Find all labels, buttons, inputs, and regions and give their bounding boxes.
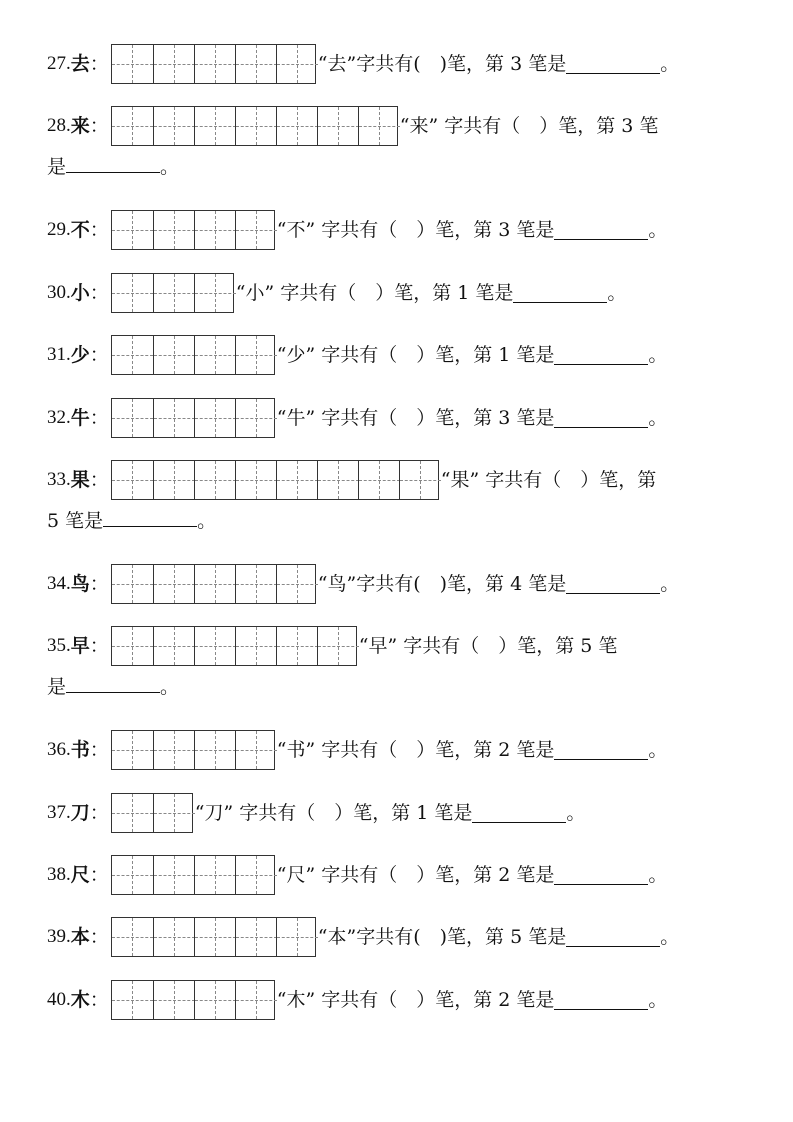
grid-cell[interactable] [317,627,359,665]
writing-grid[interactable] [111,980,275,1020]
grid-cell[interactable] [235,856,277,894]
writing-grid[interactable] [111,626,357,666]
exercise-39 [47,917,679,957]
answer-blank[interactable] [103,508,197,527]
period: 。 [660,573,680,595]
period: 。 [648,407,668,429]
guide-line-vertical [256,211,257,249]
colon: ： [89,573,109,595]
guide-line-vertical [215,211,216,249]
item-number: 33. [47,469,71,490]
exercise-continuation [47,154,179,179]
answer-blank[interactable] [66,674,160,693]
grid-cell[interactable] [153,565,195,603]
item-number: 38. [47,864,71,885]
item-number: 31. [47,344,71,365]
guide-line-vertical [256,981,257,1019]
period: 。 [197,510,217,532]
guide-line-vertical [132,856,133,894]
item-number: 28. [47,115,71,136]
guide-line-vertical [132,336,133,374]
period: 。 [648,219,668,241]
answer-blank[interactable] [554,409,648,428]
grid-cell[interactable] [194,918,236,956]
target-character: 果 [70,469,90,491]
grid-cell[interactable] [194,565,236,603]
period: 。 [648,344,668,366]
item-number: 36. [47,739,71,760]
exercise-28 [47,106,658,146]
guide-line-vertical [174,274,175,312]
target-character: 去 [70,53,90,75]
item-number: 37. [47,802,71,823]
guide-line-vertical [132,627,133,665]
exercise-37 [47,793,585,833]
guide-line-vertical [297,461,298,499]
guide-line-vertical [132,461,133,499]
period: 。 [648,739,668,761]
guide-line-vertical [256,336,257,374]
writing-grid[interactable] [111,564,316,604]
grid-cell[interactable] [112,107,153,145]
colon: ： [89,802,109,824]
guide-line-vertical [256,856,257,894]
guide-line-vertical [215,856,216,894]
grid-cell[interactable] [153,107,195,145]
writing-grid[interactable] [111,273,234,313]
exercise-continuation [47,674,179,699]
grid-cell[interactable] [276,45,318,83]
guide-line-vertical [297,107,298,145]
grid-cell[interactable] [153,794,195,832]
target-character: 牛 [70,407,90,429]
answer-blank[interactable] [472,804,566,823]
colon: ： [89,282,109,304]
grid-cell[interactable] [235,45,277,83]
target-character: 书 [70,739,90,761]
guide-line-vertical [256,45,257,83]
grid-cell[interactable] [194,336,236,374]
guide-line-vertical [174,627,175,665]
question-text-wrap: 5 笔是 [47,510,104,532]
guide-line-vertical [174,107,175,145]
writing-grid[interactable] [111,335,275,375]
guide-line-vertical [338,461,339,499]
grid-cell[interactable] [194,981,236,1019]
colon: ： [89,989,109,1011]
question-text: “尺” 字共有（ ）笔，第 2 笔是 [276,864,555,886]
guide-line-vertical [297,45,298,83]
item-number: 30. [47,282,71,303]
exercise-40 [47,980,667,1020]
guide-line-vertical [132,45,133,83]
question-text: “木” 字共有（ ）笔，第 2 笔是 [276,989,555,1011]
target-character: 尺 [70,864,90,886]
grid-cell[interactable] [276,918,318,956]
question-text: “牛” 字共有（ ）笔，第 3 笔是 [276,407,555,429]
item-number: 40. [47,989,71,1010]
guide-line-vertical [132,731,133,769]
guide-line-vertical [132,399,133,437]
exercise-33 [47,460,656,500]
grid-cell[interactable] [112,918,153,956]
grid-cell[interactable] [276,565,318,603]
guide-line-vertical [297,918,298,956]
target-character: 本 [70,926,90,948]
guide-line-vertical [174,211,175,249]
question-text: “不” 字共有（ ）笔，第 3 笔是 [276,219,555,241]
period: 。 [660,926,680,948]
guide-line-vertical [174,794,175,832]
guide-line-vertical [132,211,133,249]
period: 。 [160,676,180,698]
guide-line-vertical [297,627,298,665]
grid-cell[interactable] [153,918,195,956]
guide-line-vertical [256,731,257,769]
answer-blank[interactable] [554,866,648,885]
guide-line-vertical [297,565,298,603]
target-character: 来 [70,115,90,137]
target-character: 刀 [70,802,90,824]
answer-blank[interactable] [566,928,660,947]
grid-cell[interactable] [358,461,400,499]
guide-line-vertical [420,461,421,499]
guide-line-vertical [215,731,216,769]
grid-cell[interactable] [235,627,277,665]
writing-grid[interactable] [111,460,439,500]
grid-cell[interactable] [153,461,195,499]
grid-cell[interactable] [317,461,359,499]
guide-line-vertical [215,981,216,1019]
writing-grid[interactable] [111,210,275,250]
question-text: “去”字共有( )笔，第 3 笔是 [317,53,567,75]
guide-line-vertical [215,627,216,665]
exercise-31 [47,335,667,375]
target-character: 小 [70,282,90,304]
period: 。 [160,156,180,178]
guide-line-vertical [256,399,257,437]
grid-cell[interactable] [276,461,318,499]
grid-cell[interactable] [235,107,277,145]
grid-cell[interactable] [112,336,153,374]
item-number: 29. [47,219,71,240]
grid-cell[interactable] [235,336,277,374]
guide-line-vertical [174,336,175,374]
guide-line-vertical [379,461,380,499]
grid-cell[interactable] [112,856,153,894]
guide-line-vertical [132,981,133,1019]
question-text: “早” 字共有（ ）笔，第 5 笔 [358,635,618,657]
grid-cell[interactable] [235,981,277,1019]
answer-blank[interactable] [566,575,660,594]
period: 。 [660,53,680,75]
question-text: “刀” 字共有（ ）笔，第 1 笔是 [194,802,473,824]
grid-cell[interactable] [153,627,195,665]
grid-cell[interactable] [112,211,153,249]
grid-cell[interactable] [112,794,153,832]
grid-cell[interactable] [235,461,277,499]
grid-cell[interactable] [276,107,318,145]
writing-grid[interactable] [111,106,398,146]
guide-line-vertical [174,731,175,769]
colon: ： [89,219,109,241]
grid-cell[interactable] [235,565,277,603]
exercise-32 [47,398,667,438]
writing-grid[interactable] [111,730,275,770]
grid-cell[interactable] [194,461,236,499]
period: 。 [566,802,586,824]
period: 。 [607,282,627,304]
guide-line-vertical [256,565,257,603]
question-text: “鸟”字共有( )笔，第 4 笔是 [317,573,567,595]
grid-cell[interactable] [194,211,236,249]
guide-line-vertical [215,399,216,437]
writing-grid[interactable] [111,917,316,957]
grid-cell[interactable] [153,731,195,769]
grid-cell[interactable] [112,399,153,437]
item-number: 27. [47,53,71,74]
grid-cell[interactable] [153,45,195,83]
grid-cell[interactable] [153,336,195,374]
grid-cell[interactable] [112,981,153,1019]
exercise-27 [47,44,679,84]
guide-line-vertical [215,45,216,83]
writing-grid[interactable] [111,398,275,438]
colon: ： [89,53,109,75]
item-number: 32. [47,407,71,428]
grid-cell[interactable] [276,627,318,665]
colon: ： [89,926,109,948]
guide-line-vertical [132,918,133,956]
guide-line-vertical [174,565,175,603]
guide-line-vertical [215,461,216,499]
guide-line-vertical [174,918,175,956]
guide-line-vertical [215,107,216,145]
colon: ： [89,864,109,886]
question-text: “少” 字共有（ ）笔，第 1 笔是 [276,344,555,366]
item-number: 34. [47,573,71,594]
guide-line-vertical [256,461,257,499]
item-number: 35. [47,635,71,656]
colon: ： [89,469,109,491]
guide-line-vertical [132,107,133,145]
target-character: 不 [70,219,90,241]
guide-line-vertical [215,565,216,603]
guide-line-vertical [338,107,339,145]
target-character: 早 [70,635,90,657]
item-number: 39. [47,926,71,947]
answer-blank[interactable] [554,221,648,240]
question-text: “本”字共有( )笔，第 5 笔是 [317,926,567,948]
answer-blank[interactable] [513,284,607,303]
question-text: “果” 字共有（ ）笔，第 [440,469,657,491]
grid-cell[interactable] [235,731,277,769]
guide-line-vertical [174,981,175,1019]
grid-cell[interactable] [194,274,236,312]
grid-cell[interactable] [235,399,277,437]
period: 。 [648,989,668,1011]
guide-line-vertical [132,274,133,312]
colon: ： [89,407,109,429]
grid-cell[interactable] [399,461,441,499]
grid-cell[interactable] [112,565,153,603]
exercise-30 [47,273,626,313]
guide-line-vertical [174,399,175,437]
guide-line-vertical [174,461,175,499]
grid-cell[interactable] [153,274,195,312]
answer-blank[interactable] [566,55,660,74]
colon: ： [89,635,109,657]
question-text: “书” 字共有（ ）笔，第 2 笔是 [276,739,555,761]
question-text-wrap: 是 [47,156,67,178]
guide-line-vertical [215,274,216,312]
guide-line-vertical [256,627,257,665]
guide-line-vertical [174,45,175,83]
grid-cell[interactable] [194,627,236,665]
colon: ： [89,115,109,137]
colon: ： [89,739,109,761]
grid-cell[interactable] [194,45,236,83]
guide-line-vertical [215,918,216,956]
guide-line-vertical [132,565,133,603]
guide-line-vertical [215,336,216,374]
exercise-35 [47,626,617,666]
answer-blank[interactable] [554,741,648,760]
writing-grid[interactable] [111,855,275,895]
grid-cell[interactable] [153,856,195,894]
exercise-38 [47,855,667,895]
target-character: 鸟 [70,573,90,595]
grid-cell[interactable] [112,45,153,83]
period: 。 [648,864,668,886]
question-text: “来” 字共有（ ）笔，第 3 笔 [399,115,659,137]
writing-grid[interactable] [111,44,316,84]
question-text: “小” 字共有（ ）笔，第 1 笔是 [235,282,514,304]
guide-line-vertical [338,627,339,665]
grid-cell[interactable] [235,918,277,956]
grid-cell[interactable] [194,107,236,145]
grid-cell[interactable] [194,856,236,894]
writing-grid[interactable] [111,793,193,833]
answer-blank[interactable] [554,346,648,365]
grid-cell[interactable] [112,274,153,312]
guide-line-vertical [256,107,257,145]
guide-line-vertical [256,918,257,956]
question-text-wrap: 是 [47,676,67,698]
target-character: 木 [70,989,90,1011]
exercise-29 [47,210,667,250]
grid-cell[interactable] [235,211,277,249]
grid-cell[interactable] [194,731,236,769]
grid-cell[interactable] [112,627,153,665]
grid-cell[interactable] [358,107,400,145]
target-character: 少 [70,344,90,366]
grid-cell[interactable] [153,981,195,1019]
grid-cell[interactable] [153,399,195,437]
guide-line-vertical [379,107,380,145]
exercise-34 [47,564,679,604]
grid-cell[interactable] [112,461,153,499]
grid-cell[interactable] [194,399,236,437]
grid-cell[interactable] [153,211,195,249]
answer-blank[interactable] [554,991,648,1010]
guide-line-vertical [132,794,133,832]
colon: ： [89,344,109,366]
grid-cell[interactable] [317,107,359,145]
exercise-continuation [47,508,216,533]
answer-blank[interactable] [66,154,160,173]
guide-line-vertical [174,856,175,894]
grid-cell[interactable] [112,731,153,769]
exercise-36 [47,730,667,770]
